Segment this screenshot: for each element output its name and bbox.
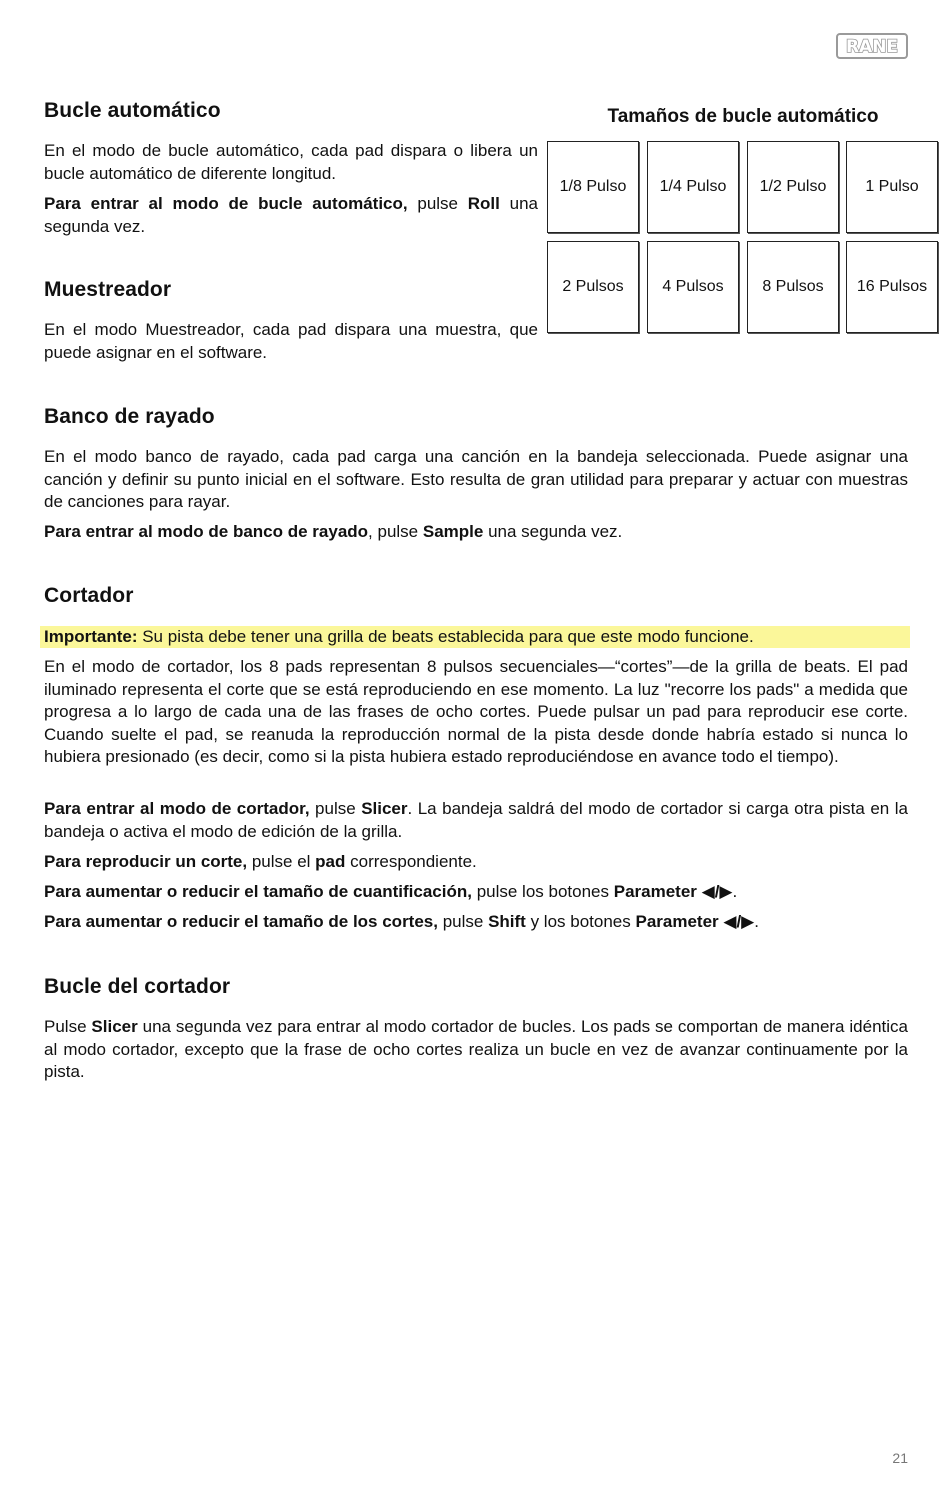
instruction-text: . xyxy=(754,912,759,931)
instruction-text: una segunda vez. xyxy=(44,194,538,236)
instruction-text: , pulse xyxy=(368,522,423,541)
pad-2: 1/4 Pulso xyxy=(647,141,739,233)
pad-grid-title: Tamaños de bucle automático xyxy=(607,106,879,127)
cortador-description: En el modo de cortador, los 8 pads representan 8 pulsos secuenciales—“cortes”—de la grilla de beats. El pad iluminado representa el corte que se está reproduciendo en ese momento. La luz "recorre los pads" a medida que progresa a lo largo de cada una de las frases de ocho cortes. Puede pulsar un pad para reproducir ese corte. Cuando suelte el pad, se reanuda la reproducción normal de la pista desde donde habría estado si nunca lo hubiera presionado (es decir, como si la pista hubiera estado reproduciéndose en avance todo el tiempo). xyxy=(44,657,908,766)
cortador-instruction-enter xyxy=(44,798,908,843)
instruction-bold: Para entrar al modo de cortador, xyxy=(44,799,310,818)
pad-6: 4 Pulsos xyxy=(647,241,739,333)
instruction-button-name: Sample xyxy=(422,522,484,541)
instruction-text: una segunda vez. xyxy=(483,522,623,541)
instruction-bold: Para entrar al modo de banco de rayado xyxy=(44,522,369,541)
page-number: 21 xyxy=(892,1450,908,1466)
instruction-button-name: Parameter ◀/▶ xyxy=(635,912,755,931)
bucle-cortador-description xyxy=(44,1016,908,1084)
instruction-text: . La bandeja saldrá del modo de cortador si carga otra pista en la bandeja o activa el modo de edición de la grilla. xyxy=(44,799,908,841)
instruction-text: pulse los botones xyxy=(471,882,614,901)
important-text: Su pista debe tener una grilla de beats establecida para que este modo funcione. xyxy=(137,627,754,646)
bucle-automatico-description: En el modo de bucle automático, cada pad dispara o libera un bucle automático de diferente longitud. xyxy=(44,141,538,183)
instruction-button-name: Parameter ◀/▶ xyxy=(613,882,733,901)
instruction-text: y los botones xyxy=(525,912,636,931)
instruction-text: pulse xyxy=(309,799,362,818)
section-title-bucle-automatico: Bucle automático xyxy=(44,99,221,122)
pad-7: 8 Pulsos xyxy=(747,241,839,333)
instruction-button-name: Roll xyxy=(467,194,500,213)
instruction-text: pulse xyxy=(437,912,489,931)
banco-rayado-description: En el modo banco de rayado, cada pad carga una canción en la bandeja seleccionada. Puede asignar una canción y definir su punto inicial en el software. Esto resulta de gran utilidad para preparar y actuar con muestras de canciones para rayar. xyxy=(44,447,908,511)
logo-text: RANE xyxy=(845,37,899,57)
instruction-text: pulse xyxy=(407,194,468,213)
important-label: Importante: xyxy=(44,627,138,646)
instruction-bold: Para reproducir un corte, xyxy=(44,852,248,871)
section-title-banco-rayado: Banco de rayado xyxy=(44,405,215,428)
bucle-automatico-instruction xyxy=(44,193,538,238)
banco-rayado-instruction xyxy=(44,521,908,544)
cortador-instruction-quantize xyxy=(44,881,908,904)
description-text: Pulse xyxy=(44,1017,92,1036)
section-title-cortador: Cortador xyxy=(44,584,134,607)
instruction-text: . xyxy=(732,882,738,901)
pad-1: 1/8 Pulso xyxy=(547,141,639,233)
instruction-bold: Para aumentar o reducir el tamaño de los cortes, xyxy=(44,912,438,931)
instruction-button-name: Shift xyxy=(488,912,526,931)
instruction-button-name: Slicer xyxy=(361,799,408,818)
instruction-bold: Para entrar al modo de bucle automático, xyxy=(44,194,408,213)
instruction-bold: Para aumentar o reducir el tamaño de cuantificación, xyxy=(44,882,472,901)
pad-3: 1/2 Pulso xyxy=(747,141,839,233)
instruction-button-name: pad xyxy=(315,852,346,871)
pad-8: 16 Pulsos xyxy=(846,241,938,333)
cortador-instruction-play xyxy=(44,851,908,874)
instruction-text: correspondiente. xyxy=(345,852,477,871)
section-title-muestreador: Muestreador xyxy=(44,278,172,301)
rane-logo xyxy=(836,33,908,59)
instruction-text: pulse el xyxy=(247,852,316,871)
cortador-important-note xyxy=(44,626,908,649)
pad-4: 1 Pulso xyxy=(846,141,938,233)
cortador-instruction-slice-size xyxy=(44,911,908,934)
description-text: una segunda vez para entrar al modo cortador de bucles. Los pads se comportan de manera idéntica al modo cortador, excepto que la frase de ocho cortes realiza un bucle en vez de avanzar continuamente por la pista. xyxy=(44,1017,908,1081)
muestreador-description: En el modo Muestreador, cada pad dispara una muestra, que puede asignar en el software. xyxy=(44,320,538,362)
section-title-bucle-cortador: Bucle del cortador xyxy=(44,975,231,998)
instruction-button-name: Slicer xyxy=(91,1017,138,1036)
pad-5: 2 Pulsos xyxy=(547,241,639,333)
